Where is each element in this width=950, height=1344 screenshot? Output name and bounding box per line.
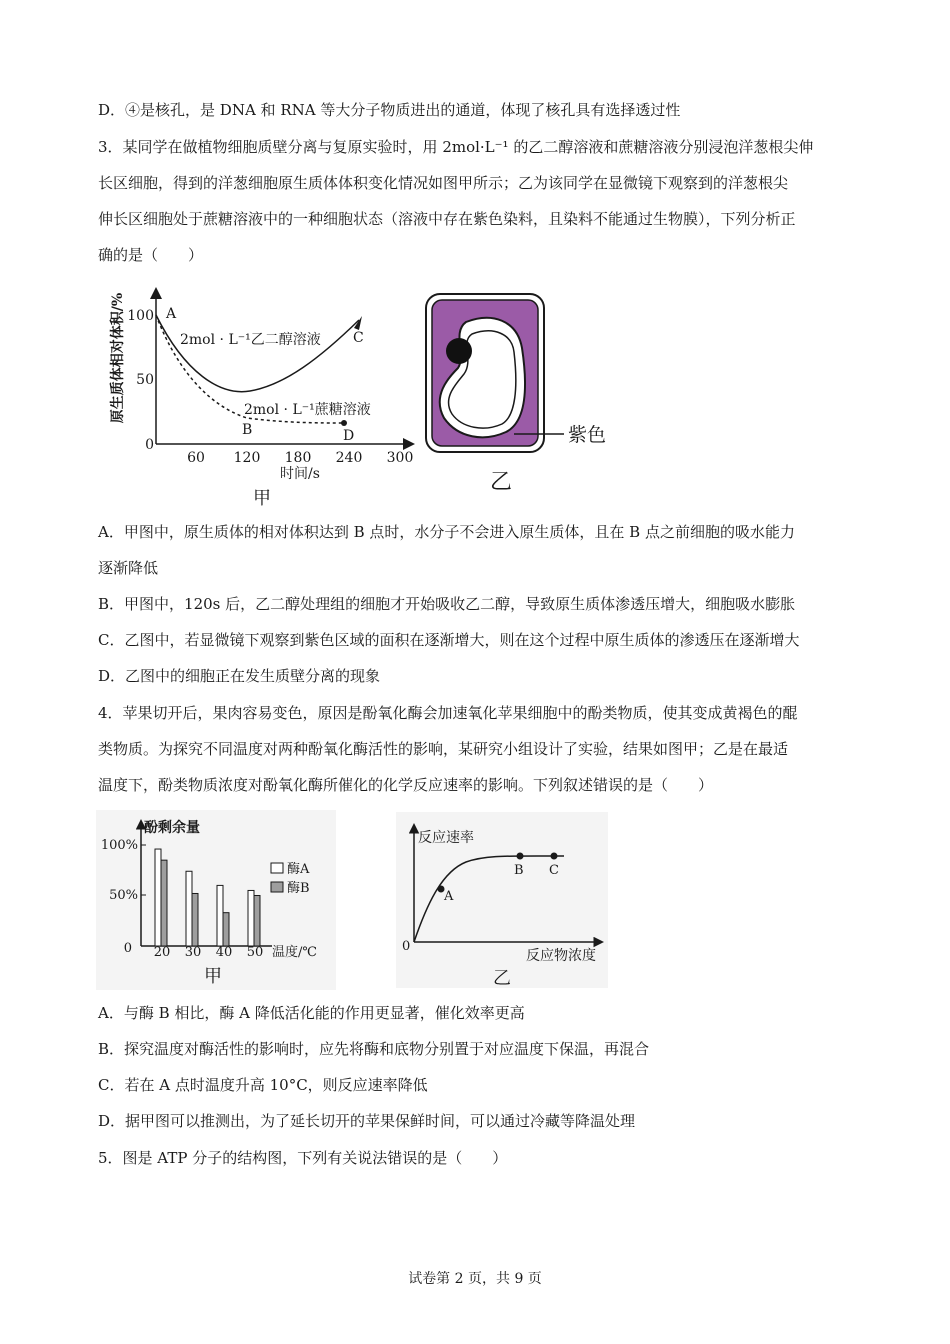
y-tick: 50% bbox=[109, 888, 138, 903]
q3-option-c: C．乙图中，若显微镜下观察到紫色区域的面积在逐渐增大，则在这个过程中原生质体的渗透压在逐渐增大 bbox=[98, 631, 800, 649]
point-b-label: B bbox=[242, 422, 253, 438]
x-tick: 60 bbox=[187, 450, 205, 466]
y-tick: 100 bbox=[127, 308, 154, 324]
rate-ylabel: 反应速率 bbox=[418, 830, 474, 846]
rate-point-c-label: C bbox=[549, 863, 559, 878]
rate-point-a-label: A bbox=[444, 889, 454, 904]
chart-ylabel: 原生质体相对体积/% bbox=[110, 292, 126, 424]
q3-stem-line-2: 长区细胞，得到的洋葱细胞原生质体体积变化情况如图甲所示；乙为该同学在显微镜下观察到的洋葱根尖 bbox=[98, 174, 789, 192]
purple-label: 紫色 bbox=[568, 424, 607, 446]
curve2-label: 2mol · L⁻¹蔗糖溶液 bbox=[244, 402, 371, 418]
legend-a: 酶A bbox=[287, 862, 310, 877]
rate-point-c bbox=[551, 853, 558, 860]
q4-option-d: D．据甲图可以推测出，为了延长切开的苹果保鲜时间，可以通过冷藏等降温处理 bbox=[98, 1112, 636, 1130]
point-d-marker bbox=[341, 420, 347, 426]
x-tick: 50 bbox=[246, 945, 264, 960]
q3-option-b: B．甲图中，120s 后，乙二醇处理组的细胞才开始吸收乙二醇，导致原生质体渗透压增大，细胞吸水膨胀 bbox=[98, 595, 796, 613]
q5-stem: 5．图是 ATP 分子的结构图，下列有关说法错误的是（ ） bbox=[98, 1149, 508, 1167]
chart-xlabel: 时间/s bbox=[280, 466, 320, 482]
y-tick: 50 bbox=[136, 372, 154, 388]
q4-stem-line-2: 类物质。为探究不同温度对两种酚氧化酶活性的影响，某研究小组设计了实验，结果如图甲；乙是在最适 bbox=[98, 740, 789, 758]
q3-stem-line-1: 3．某同学在做植物细胞质壁分离与复原实验时，用 2mol·L⁻¹ 的乙二醇溶液和蔗糖溶液分别浸泡洋葱根尖伸 bbox=[98, 138, 814, 156]
y-tick: 100% bbox=[100, 838, 138, 853]
legend-b: 酶B bbox=[287, 881, 310, 896]
bar-ylabel: 酚剩余量 bbox=[144, 820, 200, 836]
nucleus bbox=[446, 338, 472, 364]
reaction-rate-chart bbox=[396, 812, 608, 992]
x-tick: 40 bbox=[215, 945, 233, 960]
x-tick: 300 bbox=[386, 450, 414, 466]
q4-stem-line-1: 4．苹果切开后，果肉容易变色，原因是酚氧化酶会加速氧化苹果细胞中的酚类物质，使其变成黄褐色的醌 bbox=[98, 704, 798, 722]
bar-enzyme-b bbox=[161, 860, 167, 946]
bar-enzyme-b bbox=[192, 893, 198, 946]
x-tick: 120 bbox=[233, 450, 261, 466]
bar-enzyme-a bbox=[186, 871, 192, 946]
bar-caption: 甲 bbox=[204, 966, 222, 987]
bar-enzyme-b bbox=[254, 896, 260, 947]
y-tick: 0 bbox=[145, 437, 154, 453]
bar-enzyme-a bbox=[248, 890, 254, 946]
bar-enzyme-a bbox=[155, 849, 161, 946]
x-tick: 30 bbox=[184, 945, 202, 960]
q3-option-a-line-1: A．甲图中，原生质体的相对体积达到 B 点时，水分子不会进入原生质体，且在 B 点之前细胞的吸水能力 bbox=[98, 523, 795, 541]
x-tick: 240 bbox=[335, 450, 363, 466]
rate-point-b-label: B bbox=[514, 863, 524, 878]
curve1-label: 2mol · L⁻¹乙二醇溶液 bbox=[180, 332, 321, 348]
q4-stem-line-3: 温度下，酚类物质浓度对酚氧化酶所催化的化学反应速率的影响。下列叙述错误的是（ ） bbox=[98, 776, 714, 794]
rate-caption: 乙 bbox=[493, 968, 511, 988]
q4-option-b: B．探究温度对酶活性的影响时，应先将酶和底物分别置于对应温度下保温，再混合 bbox=[98, 1040, 650, 1058]
origin-label: 0 bbox=[402, 939, 411, 954]
protoplast-volume-chart bbox=[100, 278, 420, 514]
y-tick: 0 bbox=[123, 941, 132, 956]
q3-stem-line-3: 伸长区细胞处于蔗糖溶液中的一种细胞状态（溶液中存在紫色染料，且染料不能通过生物膜），下列分析正 bbox=[98, 210, 796, 228]
bar-xlabel: 温度/℃ bbox=[272, 945, 317, 960]
phenol-remaining-chart bbox=[96, 810, 336, 994]
q3-option-a-line-2: 逐渐降低 bbox=[98, 559, 159, 577]
onion-cell-diagram bbox=[422, 290, 622, 504]
point-c-label: C bbox=[353, 330, 364, 346]
rate-xlabel: 反应物浓度 bbox=[526, 948, 596, 964]
x-tick: 180 bbox=[284, 450, 312, 466]
point-a-label: A bbox=[166, 306, 177, 322]
q4-option-a: A．与酶 B 相比，酶 A 降低活化能的作用更显著，催化效率更高 bbox=[98, 1004, 525, 1022]
q4-option-c: C．若在 A 点时温度升高 10°C，则反应速率降低 bbox=[98, 1076, 428, 1094]
x-tick: 20 bbox=[153, 945, 171, 960]
bar-enzyme-b bbox=[223, 913, 229, 946]
rate-point-b bbox=[517, 853, 524, 860]
point-d-label: D bbox=[343, 428, 355, 444]
cell-caption: 乙 bbox=[489, 470, 513, 495]
bar-enzyme-a bbox=[217, 885, 223, 946]
chart-caption: 甲 bbox=[253, 488, 271, 509]
page-footer: 试卷第 2 页，共 9 页 bbox=[408, 1271, 542, 1287]
q2-option-d: D．④是核孔，是 DNA 和 RNA 等大分子物质进出的通道，体现了核孔具有选择透过性 bbox=[98, 101, 681, 119]
q3-option-d: D．乙图中的细胞正在发生质壁分离的现象 bbox=[98, 667, 381, 685]
ethylene-glycol-curve bbox=[156, 315, 359, 392]
q3-stem-line-4: 确的是（ ） bbox=[98, 246, 204, 264]
